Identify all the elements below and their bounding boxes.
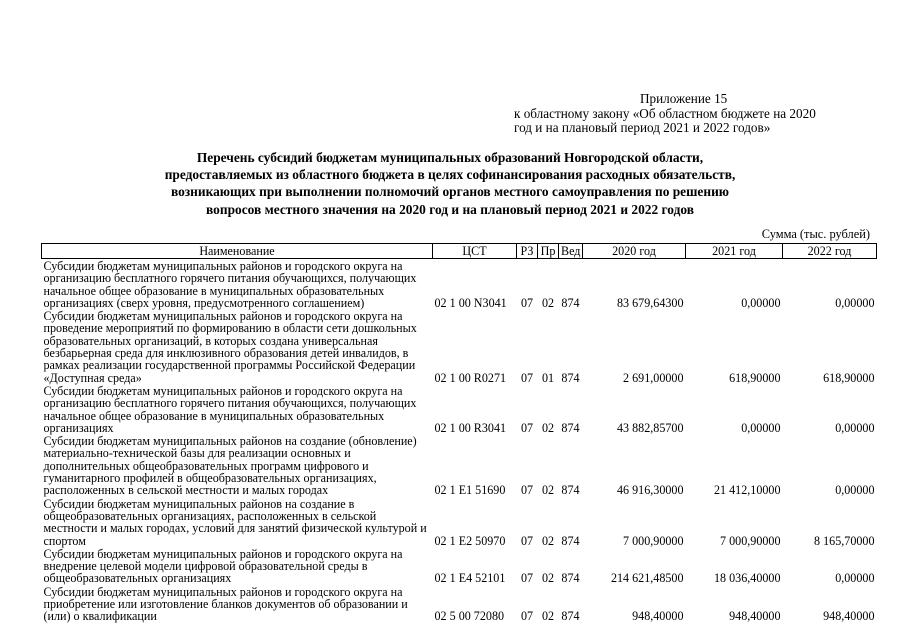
row-2022-cell: 948,40000 <box>823 609 875 624</box>
header-2021: 2021 год <box>686 244 783 259</box>
header-pr: Пр <box>538 244 559 259</box>
row-2020-cell: 43 882,85700 <box>616 420 684 435</box>
row-2021-cell: 21 412,10000 <box>713 483 781 498</box>
row-2022-cell: 0,00000 <box>835 420 875 435</box>
row-cst-cell: 02 1 00 N3041 <box>434 295 507 310</box>
row-ved-cell: 874 <box>561 483 580 498</box>
row-2021-cell: 18 036,40000 <box>713 571 781 586</box>
row-2020-cell: 46 916,30000 <box>616 483 684 498</box>
row-name-cell: Субсидии бюджетам муниципальных районов на создание в общеобразовательных организациях, расположенных в сельской местности и малых городах, условий для занятий физической культурой и спортом <box>43 496 427 548</box>
row-name-cell: Субсидии бюджетам муниципальных районов и городского округа на внедрение целевой модели цифровой образовательной среды в общеобразовательных организациях <box>43 546 403 586</box>
row-pr-cell: 02 <box>541 533 555 548</box>
row-rz-cell: 07 <box>520 533 534 548</box>
table-row <box>42 434 877 496</box>
row-ved-cell: 874 <box>561 295 580 310</box>
row-ved-cell: 874 <box>561 533 580 548</box>
row-2022-cell: 0,00000 <box>835 483 875 498</box>
row-ved-cell: 874 <box>561 609 580 624</box>
row-2021-cell: 948,40000 <box>729 609 781 624</box>
table-row <box>42 309 877 384</box>
row-2022-cell: 0,00000 <box>835 571 875 586</box>
row-ved-cell: 874 <box>561 571 580 586</box>
row-rz-cell: 07 <box>520 571 534 586</box>
row-2022-cell: 0,00000 <box>835 295 875 310</box>
document-title <box>120 149 780 218</box>
header-2020: 2020 год <box>583 244 686 259</box>
row-cst-cell: 02 1 E2 50970 <box>434 533 506 548</box>
row-2021-cell: 7 000,90000 <box>720 533 781 548</box>
table-row <box>42 547 877 585</box>
row-rz-cell: 07 <box>520 295 534 310</box>
row-ved-cell: 874 <box>561 420 580 435</box>
row-cst-cell: 02 5 00 72080 <box>434 609 505 624</box>
appendix-law-reference: к областному закону «Об областном бюджете на 2020 <box>514 105 816 121</box>
row-rz-cell: 07 <box>520 609 534 624</box>
row-2021-cell: 0,00000 <box>741 420 781 435</box>
table-row <box>42 384 877 434</box>
table-body <box>42 259 877 623</box>
row-2020-cell: 2 691,00000 <box>623 370 684 385</box>
row-2020-cell: 948,40000 <box>632 609 684 624</box>
header-name: Наименование <box>42 244 433 259</box>
row-rz-cell: 07 <box>520 370 534 385</box>
row-2020-cell: 83 679,64300 <box>616 295 684 310</box>
appendix-heading <box>514 92 884 136</box>
table-row <box>42 585 877 623</box>
row-pr-cell: 02 <box>541 609 555 624</box>
row-name-cell: Субсидии бюджетам муниципальных районов на создание (обновление) материально-технической базы для реализации основных и дополнительных общеобразовательных программ цифрового и гуманитарного профилей в общеобразовательных организациях, расположенных в сельской местности и малых городах <box>43 434 417 498</box>
title-line-1: Перечень субсидий бюджетам муниципальных образований Новгородской области, <box>196 150 704 165</box>
row-name-cell: Субсидии бюджетам муниципальных районов и городского округа на приобретение или изготовление бланков документов об образовании и (или) о квалификации <box>43 584 408 624</box>
appendix-number: Приложение 15 <box>640 91 728 106</box>
appendix-law-period: год и на плановый период 2021 и 2022 годов» <box>514 120 771 135</box>
units-label: Сумма (тыс. рублей) <box>761 227 870 241</box>
title-line-4: вопросов местного значения на 2020 год и на плановый период 2021 и 2022 годов <box>206 201 694 217</box>
row-name-cell: Субсидии бюджетам муниципальных районов и городского округа на проведение мероприятий по формированию в области сети дошкольных образовательных организаций, в которых создана универсальная безбарьерная среда для инклюзивного образования детей инвалидов, в рамках реализации государственной программы Российской Федерации «Доступная среда» <box>43 309 417 385</box>
table-header-row <box>42 244 877 259</box>
row-pr-cell: 02 <box>541 295 555 310</box>
row-pr-cell: 02 <box>541 571 555 586</box>
row-name-cell: Субсидии бюджетам муниципальных районов и городского округа на организацию бесплатного горячего питания обучающихся, получающих начальное общее образование в муниципальных образовательных организациях <box>43 383 417 435</box>
header-2022: 2022 год <box>783 244 877 259</box>
table-row <box>42 497 877 547</box>
header-cst: ЦСТ <box>433 244 517 259</box>
row-cst-cell: 02 1 E1 51690 <box>434 483 506 498</box>
row-cst-cell: 02 1 00 R3041 <box>434 420 507 435</box>
row-rz-cell: 07 <box>520 483 534 498</box>
header-rz: РЗ <box>517 244 538 259</box>
row-ved-cell: 874 <box>561 370 580 385</box>
row-2022-cell: 618,90000 <box>823 370 875 385</box>
row-2022-cell: 8 165,70000 <box>814 533 875 548</box>
row-pr-cell: 02 <box>541 420 555 435</box>
title-line-2: предоставляемых из областного бюджета в целях софинансирования расходных обязательств, <box>164 167 736 183</box>
row-cst-cell: 02 1 E4 52101 <box>434 571 506 586</box>
title-line-3: возникающих при выполнении полномочий органов местного самоуправления по решению <box>170 184 730 200</box>
subsidies-table <box>41 243 877 623</box>
row-2020-cell: 214 621,48500 <box>610 571 684 586</box>
row-2021-cell: 618,90000 <box>729 370 781 385</box>
header-ved: Вед <box>559 244 583 259</box>
row-2020-cell: 7 000,90000 <box>623 533 684 548</box>
row-pr-cell: 01 <box>541 370 555 385</box>
row-name-cell: Субсидии бюджетам муниципальных районов и городского округа на организацию бесплатного горячего питания обучающихся, получающих начальное общее образование в муниципальных образовательных организациях (сверх уровня, предусмотренного соглашением) <box>43 259 417 310</box>
row-2021-cell: 0,00000 <box>741 295 781 310</box>
table-row <box>42 259 877 310</box>
row-pr-cell: 02 <box>541 483 555 498</box>
row-rz-cell: 07 <box>520 420 534 435</box>
row-cst-cell: 02 1 00 R0271 <box>434 370 507 385</box>
